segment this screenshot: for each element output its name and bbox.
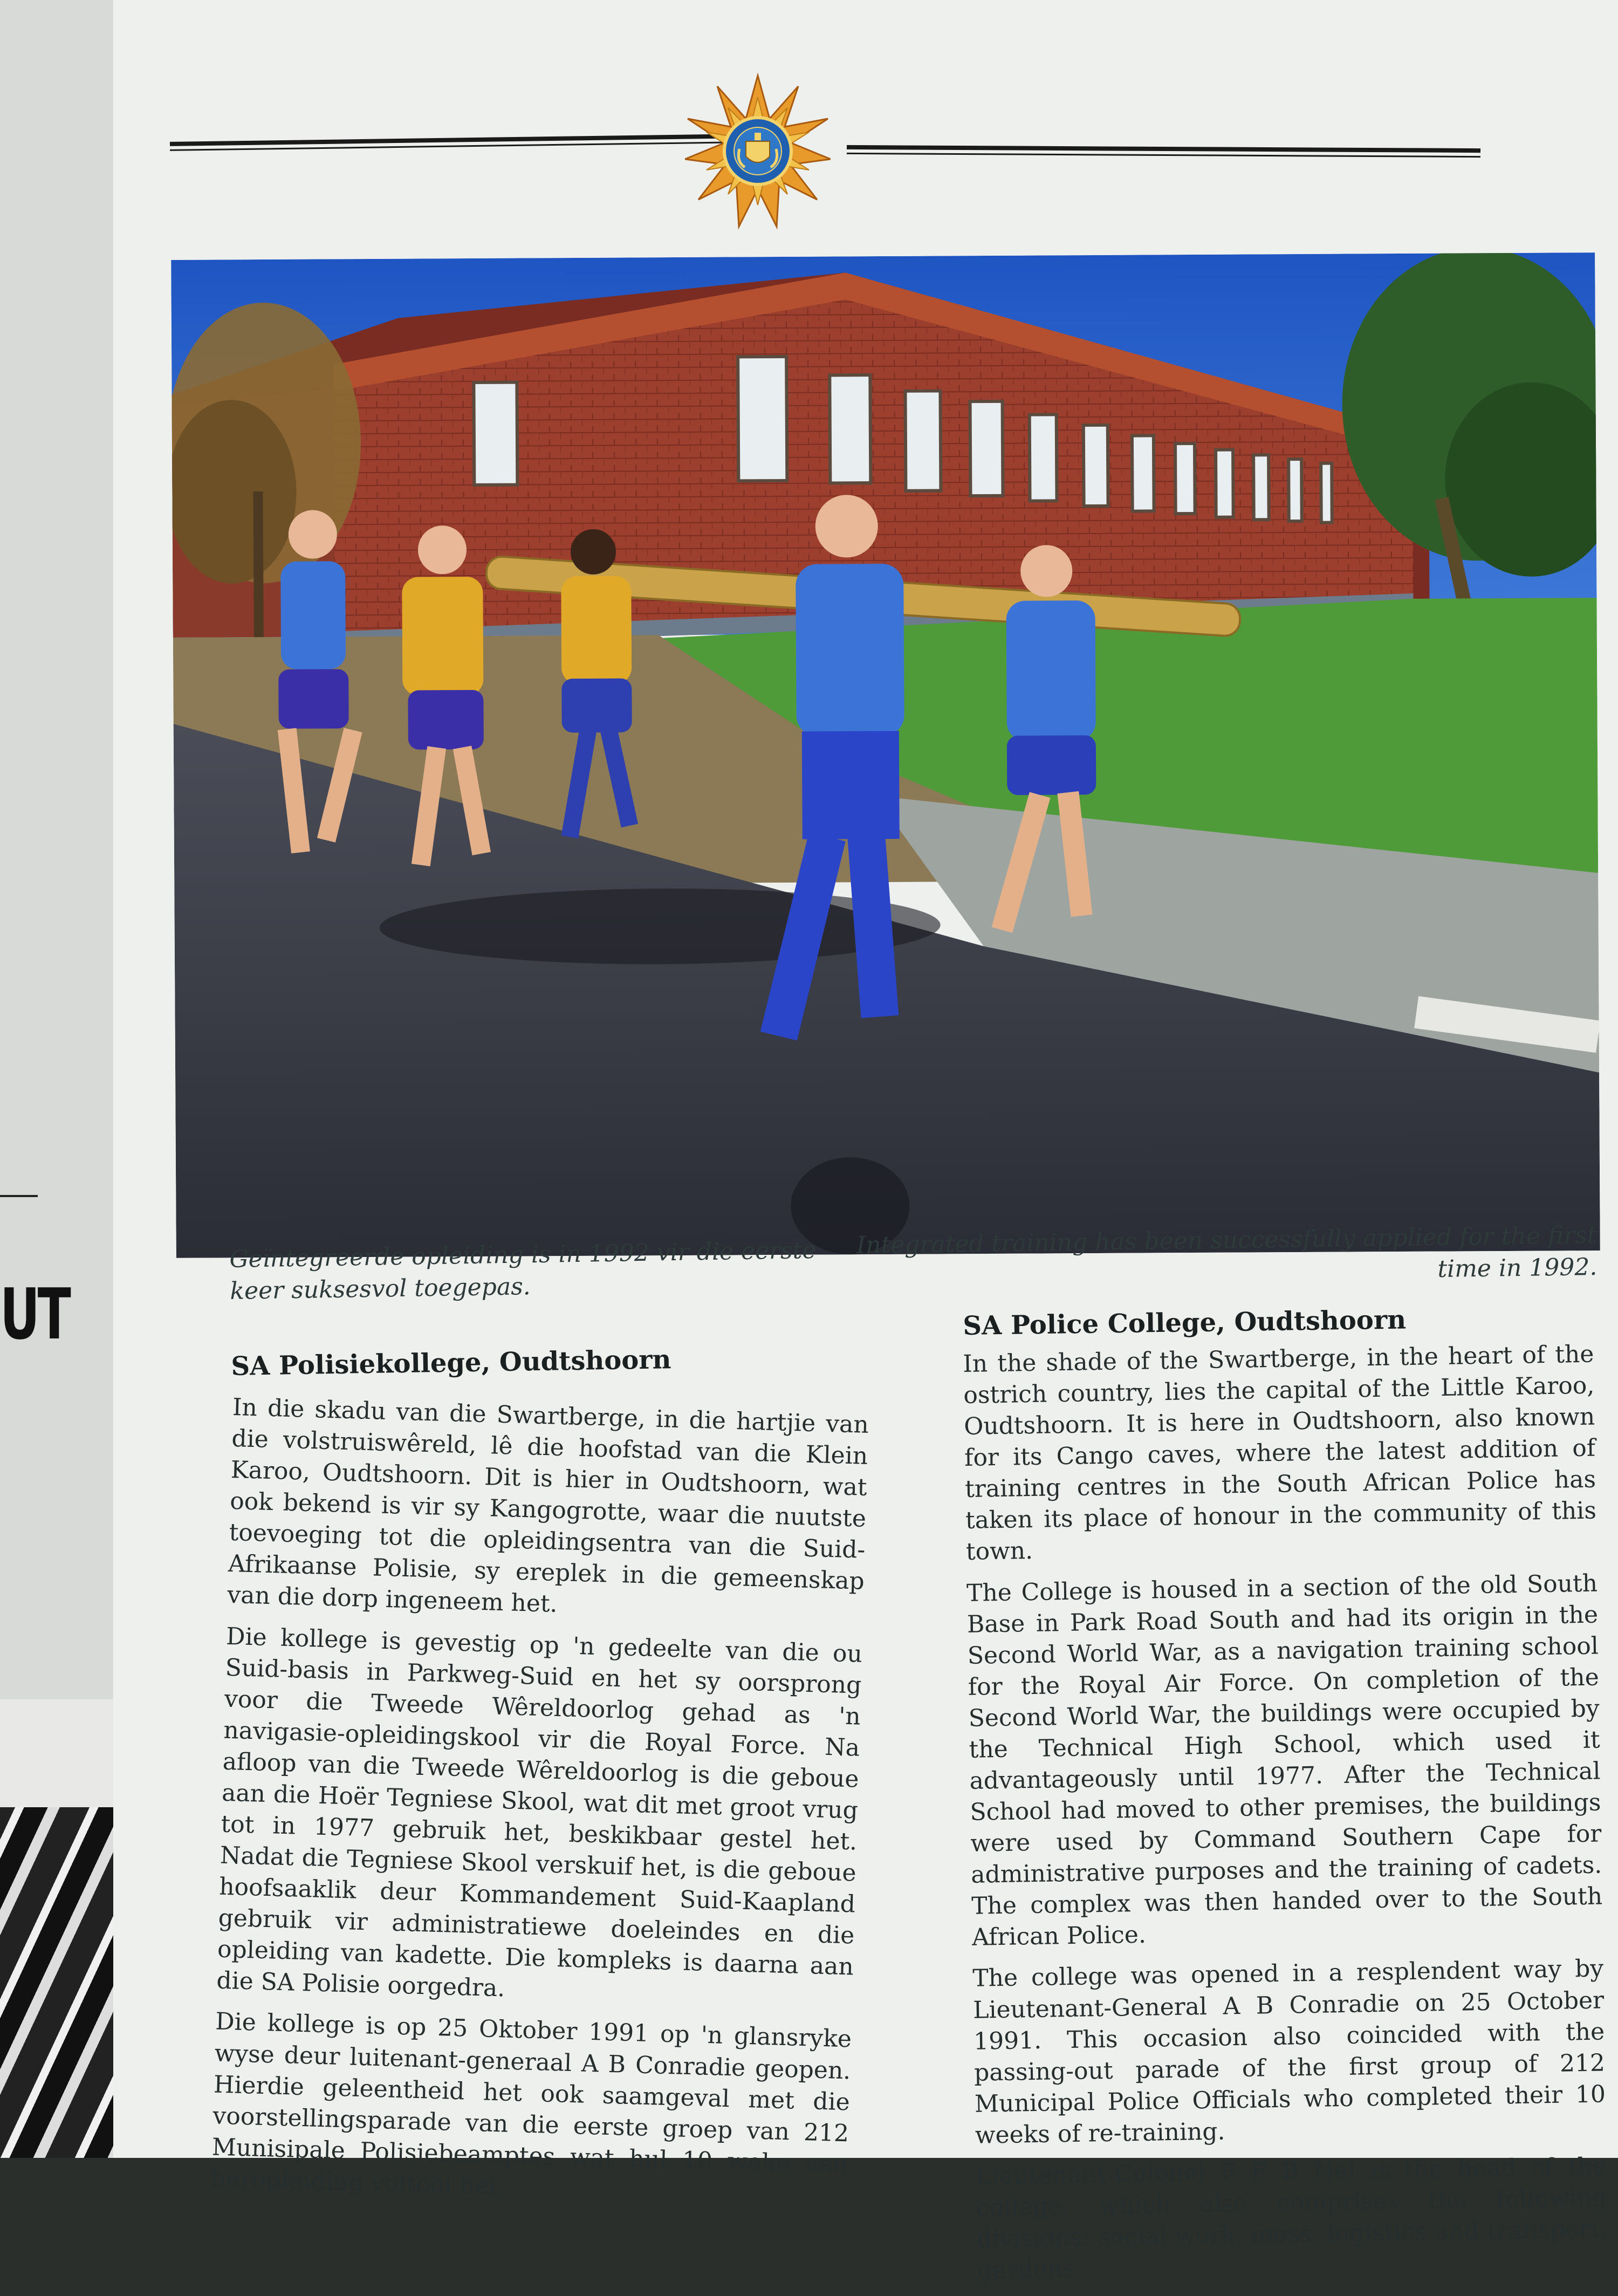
facing-page-photo-highlight [0,1699,113,1807]
police-star-emblem-icon [685,70,831,232]
afrikaans-column [210,1392,869,2222]
header-rule-right [847,145,1480,158]
english-column [963,1339,1608,2296]
facing-page [0,0,113,2158]
caption-english: Integrated training has been successfully applied for the first time in 1992. [856,1221,1598,1283]
facing-page-rule [0,1195,38,1197]
english-paragraph: The College is housed in a section of the old South Base in Park Road South and had its origin in the Second World War, as a navigation training school for the Royal Air Force. On completion of the Second World War, the buildings were occupied by the Technical High School, which used it advantageously until 1977. After the Technical School had moved to other premises, the buildings were used by Command Southern Cape for administrative purposes and the training of cadets. The complex was then handed over to the South African Police. [966,1569,1603,1952]
english-paragraph: In the shade of the Swartberge, in the heart of the ostrich country, lies the capital of the Little Karoo, Oudtshoorn. It is here in Oudtshoorn, also known for its Cango caves, where the latest addition of training centres in the South African Police has taken its place of honour in the community of this town. [963,1340,1597,1566]
training-photo [171,252,1600,1258]
english-heading: SA Police College, Oudtshoorn [963,1304,1407,1341]
afrikaans-paragraph: In die skadu van die Swartberge, in die hartjie van die volstruiswêreld, lê die hoofstad van die Klein Karoo, Oudtshoorn. Dit is hier in Oudtshoorn, wat ook bekend is vir sy Kangogrotte, waar die nuutste toevoeging tot die opleidingsentra van die Suid-Afrikaanse Polisie, sy ereplek in die gemeenskap van die dorp ingeneem het. [227,1393,869,1618]
afrikaans-paragraph: Die kollege is gevestig op 'n gedeelte van die ou Suid-basis in Parkweg-Suid en het sy oorsprong voor die Tweede Wêreldoorlog gehad as 'n navigasie-opleidingskool vir die Royal Force. Na afloop van die Tweede Wêreldoorlog is die geboue aan die Hoër Tegniese Skool, wat dit met groot vrug tot in 1977 gebruik het, beskikbaar gestel het. Nadat die Tegniese Skool verskuif het, is die geboue hoofsaaklik deur Kommandement Suid-Kaapland gebruik vir administratiewe doeleindes en die opleiding van kadette. Die kompleks is daarna aan die SA Polisie oorgedra. [216,1622,863,2003]
caption-afrikaans: Geïntegreerde opleiding is in 1992 vir die eerste keer suksesvol toegepas. [229,1236,817,1306]
afrikaans-paragraph: Die kollege is op 25 Oktober 1991 op 'n glansryke wyse deur luitenant-generaal A B Conradie geopen. Hierdie geleentheid het ook saamgeval met die voorstellingsparade van die eerste groep van 212 Munisipale Polisiebeamptes wat hul 10 weke van heropleiding voltooi het. [210,2008,852,2201]
english-paragraph: The college was opened in a resplendent way by Lieutenant-General A B Conradie on 25 October 1991. This occasion also coincided with the passing-out parade of the first group of 212 Municipal Police Officials who completed their 10 weeks of re-training. [972,1955,1606,2149]
facing-page-title-fragment: UT [0,1273,69,1355]
afrikaans-heading: SA Polisiekollege, Oudtshoorn [231,1344,671,1382]
english-paragraph: Lieutenant-Colonel F F B Nel is the head of the college, which also comprises the following divisions: social work, mess, logistics and transport, gardens [975,2152,1608,2284]
magazine-page [113,0,1618,2284]
